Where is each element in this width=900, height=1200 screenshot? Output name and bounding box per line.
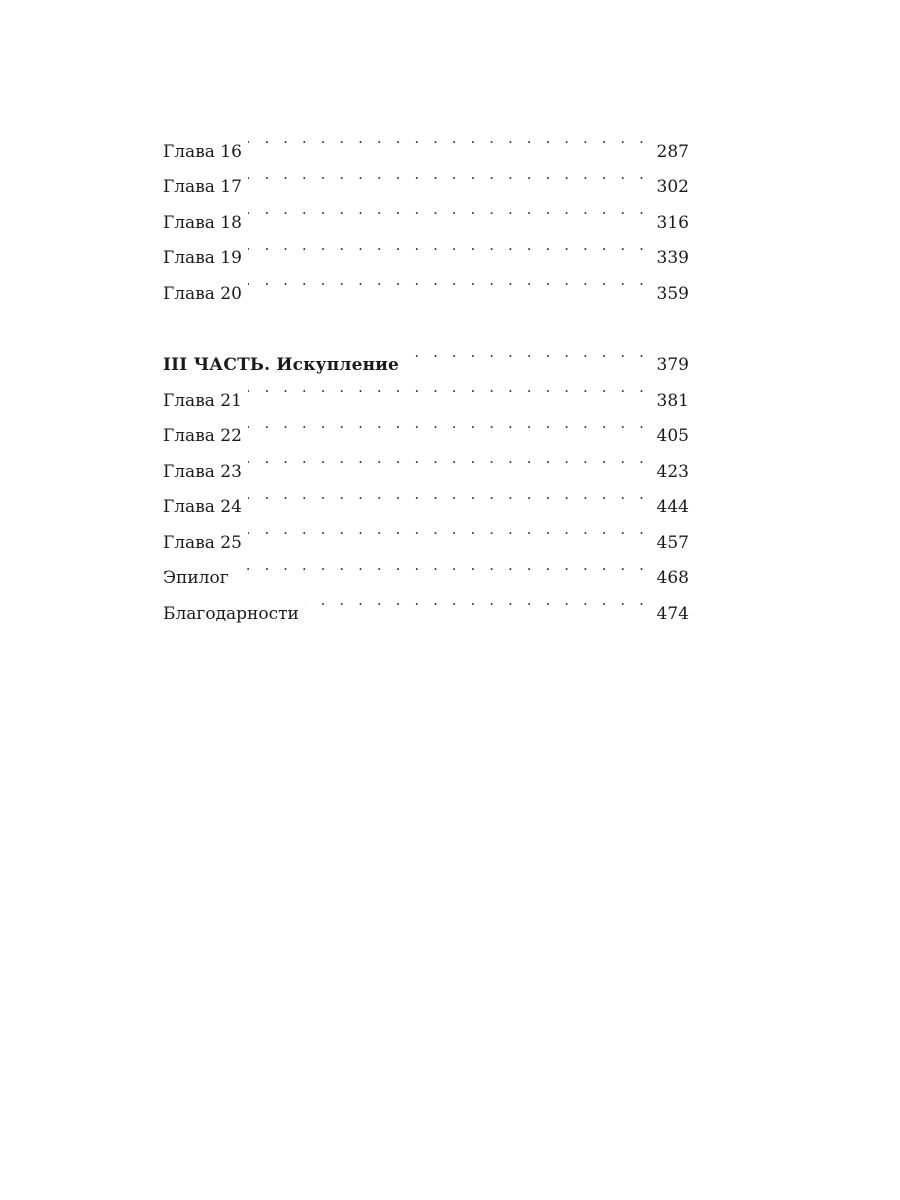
toc-entry-page: 405 bbox=[656, 426, 689, 446]
toc-entry-page: 287 bbox=[656, 141, 689, 162]
toc-entry-title: Благодарности bbox=[163, 603, 299, 624]
toc-entry-page: 423 bbox=[656, 461, 689, 482]
toc-entry-page: 381 bbox=[656, 390, 689, 411]
toc-entry-page: 302 bbox=[656, 177, 689, 197]
toc-entry bbox=[163, 548, 689, 588]
dot-leader bbox=[235, 548, 649, 584]
dot-leader bbox=[248, 441, 649, 477]
toc-entry-page: 339 bbox=[656, 248, 689, 268]
toc-entry-page: 444 bbox=[656, 497, 689, 517]
dot-leader bbox=[248, 121, 649, 157]
dot-leader bbox=[248, 477, 649, 513]
toc-group bbox=[163, 335, 689, 624]
toc-entry bbox=[163, 583, 689, 624]
toc-entry-title: Глава 21 bbox=[163, 390, 242, 411]
dot-leader bbox=[405, 335, 648, 371]
toc-entry-page: 457 bbox=[656, 532, 689, 553]
dot-leader bbox=[248, 228, 649, 264]
toc-part-title: III ЧАСТЬ. Искупление bbox=[163, 355, 400, 375]
dot-leader bbox=[248, 370, 649, 406]
toc-entry-page: 468 bbox=[656, 568, 689, 588]
toc-entry-title: Глава 23 bbox=[163, 461, 242, 482]
toc-entry bbox=[163, 121, 689, 162]
toc-entry-title: Глава 16 bbox=[163, 141, 242, 162]
dot-leader bbox=[305, 583, 649, 619]
toc-entry-title: Глава 22 bbox=[163, 426, 242, 446]
toc-entry-page: 316 bbox=[656, 212, 689, 233]
dot-leader bbox=[248, 406, 649, 442]
dot-leader bbox=[248, 157, 649, 193]
toc-entry-title: Эпилог bbox=[163, 568, 229, 588]
toc-entry-title: Глава 19 bbox=[163, 248, 242, 268]
toc-entry-page: 359 bbox=[656, 283, 689, 304]
toc-group bbox=[163, 121, 689, 304]
toc-entry-title: Глава 25 bbox=[163, 532, 242, 553]
dot-leader bbox=[248, 192, 649, 228]
dot-leader bbox=[248, 263, 649, 299]
toc-part-heading bbox=[163, 335, 689, 375]
toc-entry-page: 379 bbox=[656, 355, 689, 375]
dot-leader bbox=[248, 512, 649, 548]
toc-entry-title: Глава 18 bbox=[163, 212, 242, 233]
table-of-contents bbox=[163, 121, 689, 624]
toc-entry-title: Глава 20 bbox=[163, 283, 242, 304]
toc-entry-page: 474 bbox=[656, 603, 689, 624]
toc-entry-title: Глава 24 bbox=[163, 497, 242, 517]
toc-entry-title: Глава 17 bbox=[163, 177, 242, 197]
